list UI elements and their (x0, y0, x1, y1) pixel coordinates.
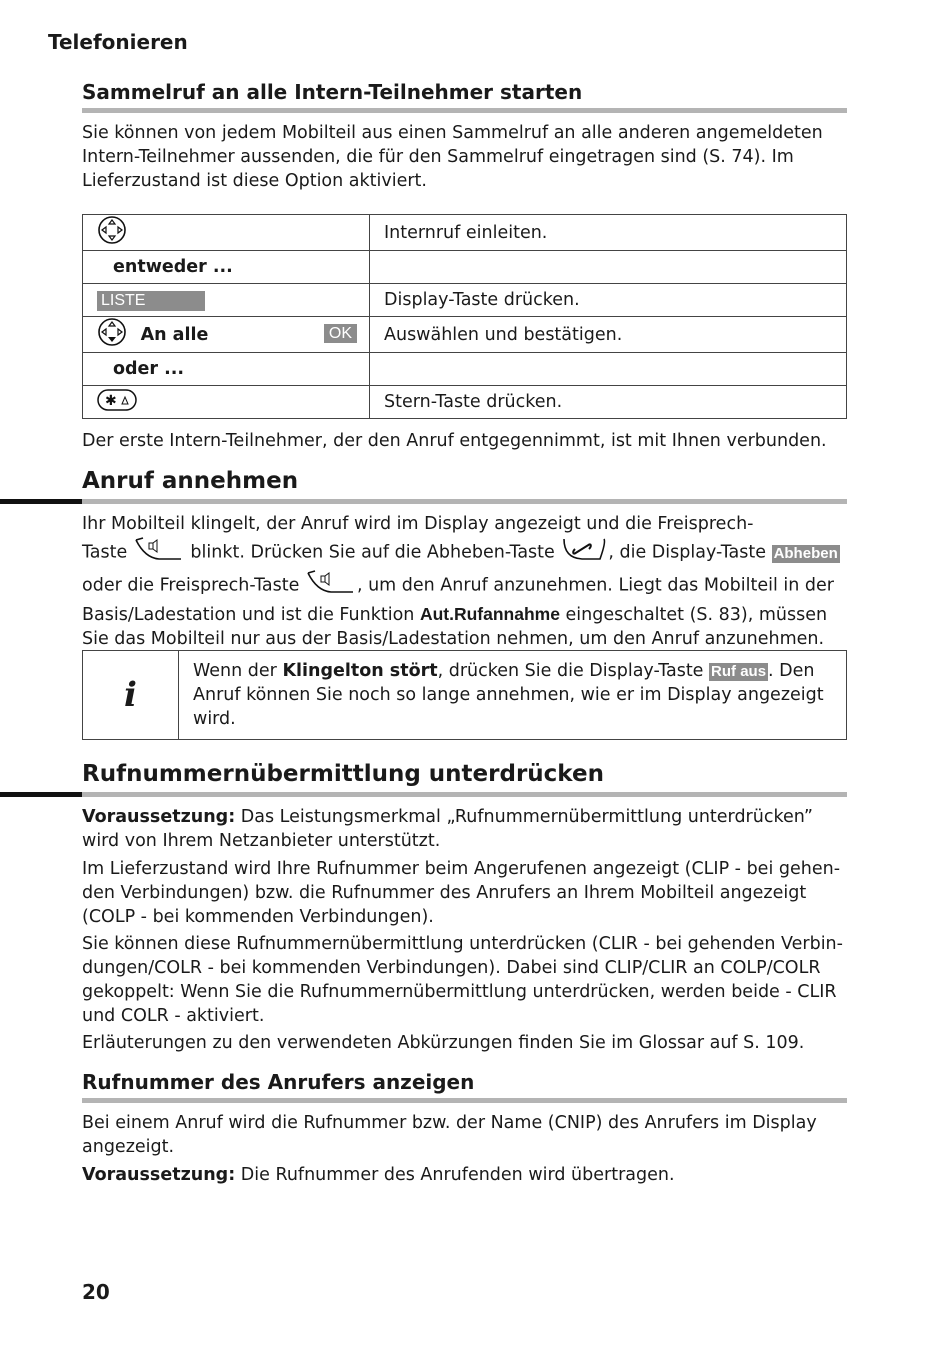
paragraph-line: Sie das Mobilteil nur aus der Basis/Ladestation nehmen, um den Anruf anzunehmen. (82, 629, 825, 649)
step-row (83, 386, 847, 419)
text-fragment: eingeschaltet (S. 83), müssen (565, 605, 828, 625)
step-key-cell (83, 353, 370, 386)
step-key-cell (83, 215, 370, 251)
step-key-cell (83, 386, 370, 419)
running-header: Telefonieren (48, 30, 188, 54)
prerequisite-paragraph (82, 805, 850, 853)
menu-entry-an-alle: An alle (140, 324, 209, 345)
prerequisite-paragraph (82, 1163, 850, 1187)
handsfree-key-icon (133, 536, 185, 569)
step-row (83, 251, 847, 284)
display-key-ok: OK (324, 324, 357, 343)
svg-text:✱: ✱ (105, 392, 117, 409)
section-rule (82, 499, 847, 504)
text-fragment: , die Display-Taste (608, 542, 766, 563)
info-note-box (82, 650, 847, 740)
info-icon: i (83, 651, 179, 739)
section-rule (82, 108, 847, 113)
step-key-cell (83, 251, 370, 284)
text-fragment: Wenn der (193, 661, 277, 681)
paragraph: Erläuterungen zu den verwendeten Abkürzungen finden Sie im Glossar auf S. 109. (82, 1033, 805, 1053)
paragraph: Bei einem Anruf wird die Rufnummer bzw. der Name (CNIP) des Anrufers im Display angezeigt. (82, 1113, 817, 1157)
section-rule (82, 1098, 847, 1103)
paragraph: Im Lieferzustand wird Ihre Rufnummer beim Angerufenen angezeigt (CLIP - bei gehen-den Verbindungen) bzw. die Rufnummer des Anrufers an Ihrem Mobilteil angezeigt (COLP - bei kommenden Verbindungen). (82, 859, 841, 927)
text-fragment: Basis/Ladestation und ist die Funktion (82, 605, 415, 625)
prerequisite-label: Voraussetzung: (82, 1165, 236, 1185)
emphasis-text: Klingelton stört (282, 661, 438, 681)
steps-table (82, 214, 847, 419)
text-fragment: , um den Anruf anzunehmen. Liegt das Mobilteil in der (356, 575, 835, 596)
text-fragment: , drücken Sie die Display-Taste (437, 661, 704, 681)
step-description: Auswählen und bestätigen. (370, 317, 847, 353)
anruf-annehmen-paragraph (82, 512, 850, 651)
step-description (370, 251, 847, 284)
section-intro: Sie können von jedem Mobilteil aus einen Sammelruf an alle anderen angemeldeten Intern-Teilnehmer aussenden, die für den Sammelruf eingetragen sind (S. 74). Im Lieferzustand ist diese Option aktiviert. (82, 123, 823, 191)
star-key-icon (97, 388, 137, 417)
section-heading-sammelruf: Sammelruf an alle Intern-Teilnehmer starten (82, 80, 583, 104)
display-key-ruf-aus: Ruf aus (711, 663, 767, 680)
section-marker-bar (0, 792, 82, 797)
paragraph-line (82, 602, 850, 627)
step-connector-or: oder ... (113, 359, 185, 379)
text-fragment: oder die Freisprech-Taste (82, 575, 300, 596)
step-key-cell (83, 317, 370, 353)
text-fragment: Taste (82, 542, 128, 563)
display-key-abheben: Abheben (773, 544, 838, 562)
step-row (83, 284, 847, 317)
step-key-cell (83, 284, 370, 317)
section-heading-rufnummernuebermittlung: Rufnummernübermittlung unterdrücken (82, 761, 604, 787)
handsfree-key-icon (305, 569, 357, 602)
navigation-key-down-icon (97, 317, 127, 352)
step-row (83, 215, 847, 251)
text-fragment: Die Rufnummer des Anrufenden wird übertragen. (240, 1165, 675, 1185)
talk-key-icon (560, 536, 608, 569)
step-connector-either: entweder ... (113, 257, 233, 277)
text-fragment: . Den Anruf können Sie noch so lange annehmen, wie er im Display angezeigt wird. (193, 661, 824, 729)
paragraph-line: Ihr Mobilteil klingelt, der Anruf wird im Display angezeigt und die Freisprech- (82, 514, 754, 534)
text-fragment: Das Leistungsmerkmal „Rufnummernübermittlung unterdrücken” wird von Ihrem Netzanbieter unterstützt. (82, 807, 813, 851)
section-heading-anruf-annehmen: Anruf annehmen (82, 468, 299, 494)
step-description: Display-Taste drücken. (370, 284, 847, 317)
section-heading-rufnummer-anzeigen: Rufnummer des Anrufers anzeigen (82, 1070, 475, 1094)
section-rule (82, 792, 847, 797)
section-marker-bar (0, 499, 82, 504)
paragraph-line (82, 536, 850, 569)
step-description (370, 353, 847, 386)
paragraph-line (82, 569, 850, 602)
section-outro: Der erste Intern-Teilnehmer, der den Anruf entgegennimmt, ist mit Ihnen verbunden. (82, 431, 827, 451)
step-description: Internruf einleiten. (370, 215, 847, 251)
step-row (83, 353, 847, 386)
prerequisite-label: Voraussetzung: (82, 807, 236, 827)
info-note-text (193, 659, 843, 731)
step-description: Stern-Taste drücken. (370, 386, 847, 419)
paragraph: Sie können diese Rufnummernübermittlung unterdrücken (CLIR - bei gehenden Verbin-dungen/COLR - bei kommenden Verbindungen). Dabei sind CLIP/CLIR an COLP/COLR gekoppelt: Wenn Sie die Rufnummernübermittlung unterdrücken, werden beide - CLIR und COLR - aktiviert. (82, 934, 843, 1026)
navigation-key-icon (97, 215, 127, 250)
page-number: 20 (82, 1280, 110, 1304)
function-name: Aut.Rufannahme (419, 604, 560, 624)
text-fragment: blinkt. Drücken Sie auf die Abheben-Taste (190, 542, 555, 563)
display-key-liste: LISTE (97, 291, 205, 311)
step-row (83, 317, 847, 353)
